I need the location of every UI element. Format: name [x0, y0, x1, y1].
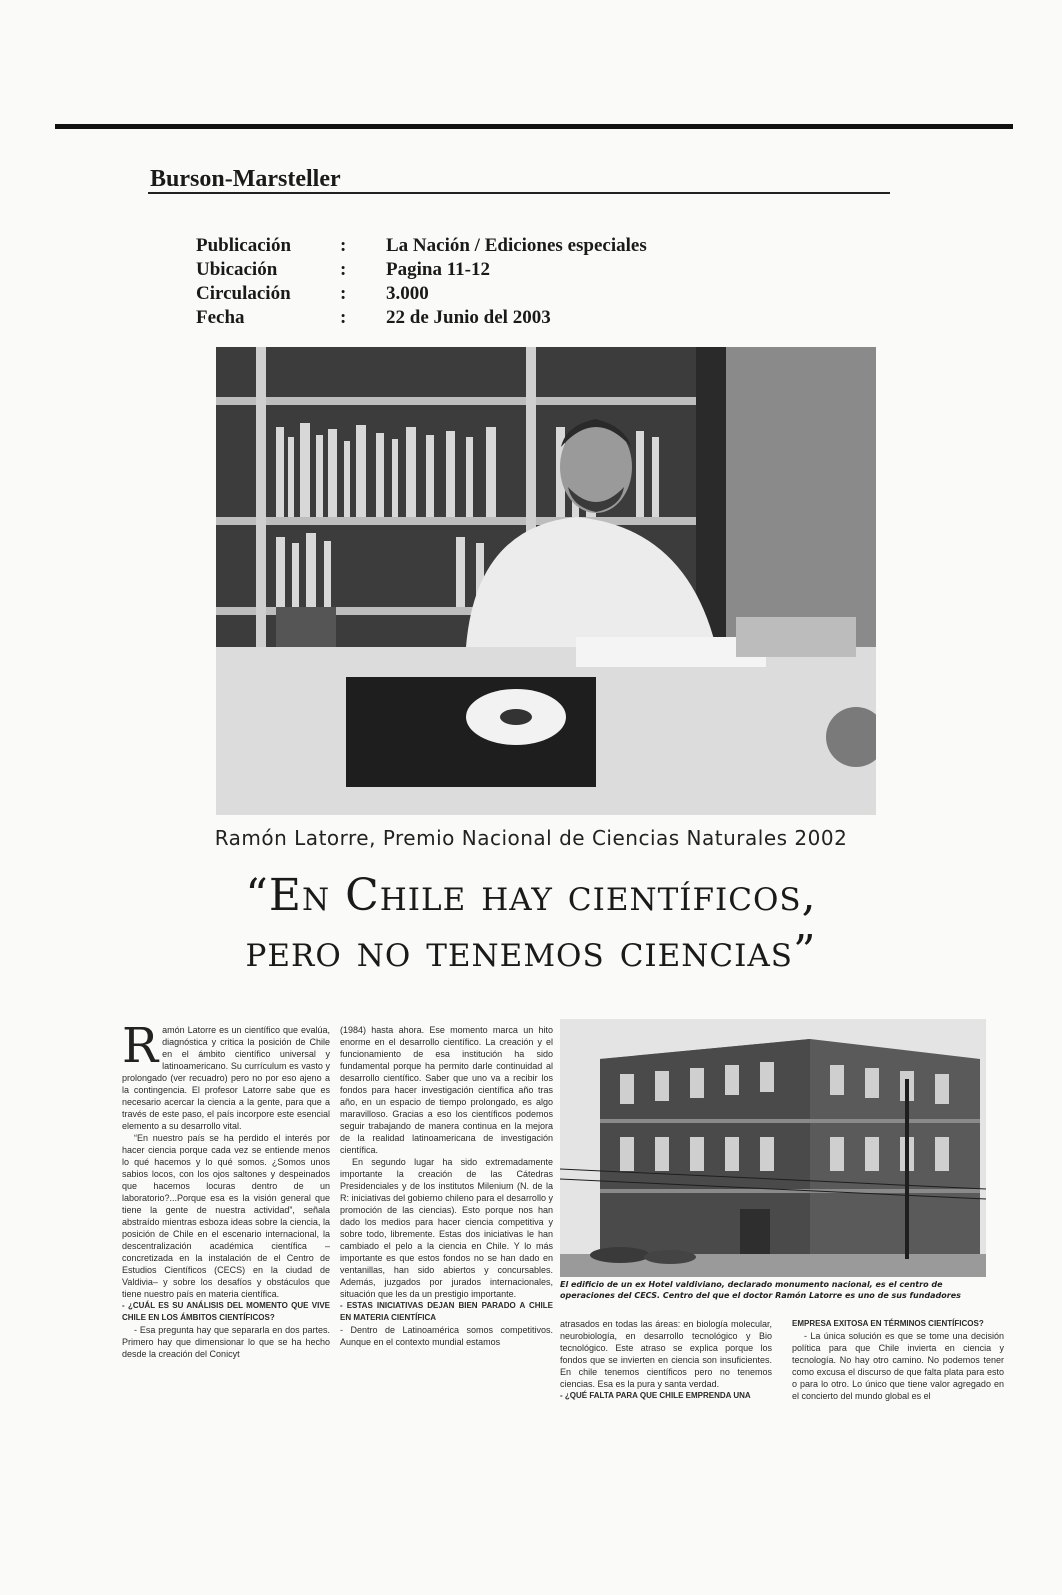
article-column-2 [340, 1024, 553, 1412]
meta-label: Publicación [196, 235, 292, 256]
paragraph: - La única solución es que se tome una decisión política para que Chile invierta en ciencia y tecnología. No hay otro camino. No podemos tener como excusa el discurso de que falta plata para esto o para lo otro. Lo único que tiene valor agregado en el concierto del mundo global es el [792, 1331, 1004, 1401]
meta-separator: : [340, 283, 347, 304]
meta-label: Ubicación [196, 259, 278, 280]
interview-question: - ¿QUÉ FALTA PARA QUE CHILE EMPRENDA UNA [560, 1391, 751, 1400]
meta-row-publication [196, 234, 796, 258]
portrait-photo [216, 347, 876, 815]
interview-question: - ¿CUÁL ES SU ANÁLISIS DEL MOMENTO QUE VIVE CHILE EN LOS ÁMBITOS CIENTÍFICOS? [122, 1301, 330, 1322]
agency-name: Burson-Marsteller [150, 166, 341, 192]
clipping-metadata [196, 234, 796, 330]
paragraph: atrasados en todas las áreas: en biología molecular, neurobiología, en desarrollo tecnológico y Bio tecnológico. Este atraso se explica porque los fondos que se invierten en ciencia son insuficientes. En chile tenemos científicos pero no tenemos ciencias. Esa es la pura y santa verdad. [560, 1319, 772, 1389]
portrait-photo-drawing [216, 347, 876, 815]
article-subhead: Ramón Latorre, Premio Nacional de Ciencias Naturales 2002 [214, 826, 848, 850]
meta-separator: : [340, 259, 347, 280]
paragraph: amón Latorre es un científico que evalúa, diagnóstica y critica la posición de Chile en el ámbito científico universal y latinoamericano. Su currículum es vasto y prolongado (ver recuadro) pero no por eso ajeno a la contingencia. El profesor Latorre sabe que es necesario acercar la ciencia a la gente, para que a través de este paso, el país incorpore este esencial elemento a su desarrollo vital. [122, 1025, 330, 1131]
meta-separator: : [340, 235, 347, 256]
paragraph: - Dentro de Latinoamérica somos competitivos. Aunque en el contexto mundial estamos [340, 1325, 553, 1347]
building-photo-caption: El edificio de un ex Hotel valdiviano, declarado monumento nacional, es el centro de operaciones del CECS. Centro del que el doctor Ramón Latorre es uno de sus fundadores [560, 1280, 961, 1300]
top-rule [55, 124, 1013, 129]
meta-value: 3.000 [386, 283, 429, 304]
meta-row-date [196, 306, 796, 330]
article-column-4 [792, 1318, 1004, 1418]
interview-question: EMPRESA EXITOSA EN TÉRMINOS CIENTÍFICOS? [792, 1319, 984, 1328]
paragraph: “En nuestro país se ha perdido el interés por hacer ciencia porque cada vez se entiende menos lo qué hacemos y lo qué somos. ¿Somos unos sabios locos, con los ojos saltones y despeinados que hacemos locuras dentro de un laboratorio?...Porque esa es la visión general que tiene la gente de nuestra actividad”, señala abstraído mientras esboza ideas sobre la ciencia, la posición de Chile en el escenario internacional, la descentralización académica científica –concretizada en la instalación de el Centro de Estudios Científicos (CECS) en la ciudad de Valdivia– y sobre los desafíos y obstáculos que tiene nuestro país en materia científica. [122, 1133, 330, 1299]
article-headline [0, 868, 1062, 980]
meta-value: 22 de Junio del 2003 [386, 307, 551, 328]
building-photo [560, 1019, 986, 1277]
agency-underline [148, 192, 890, 194]
paragraph: (1984) hasta ahora. Ese momento marca un hito enorme en el desarrollo científico. La creación y el funcionamiento de esa institución ha sido fundamental porque ha permito darle continuidad al desarrollo científico. Saber que uno va a recibir los fondos para hacer investigación científica año tras año, en un espacio de tiempo prolongado, es algo maravilloso. Gracias a eso los científicos podemos seguir trabajando de manera continua en la mejora de la realidad latinoamericana de investigación científica. [340, 1025, 553, 1155]
article-column-3 [560, 1318, 772, 1418]
meta-row-location [196, 258, 796, 282]
interview-question: - ESTAS INICIATIVAS DEJAN BIEN PARADO A CHILE EN MATERIA CIENTÍFICA [340, 1301, 553, 1322]
paragraph: En segundo lugar ha sido extremadamente importante la creación de las Cátedras Presidenciales y de los institutos Milenium (N. de la R: iniciativas del gobierno chileno para el desarrollo y promoción de las ciencias). Esto porque nos han dado los medios para hacer ciencia competitiva y sobre todo, libremente. Estas dos iniciativas le han cambiado el pelo a la ciencia en Chile. Y lo más importante es que estos fondos no se han dado en ventanillas, han sido abiertos y concursables. Además, juzgados por jurados internacionales, situación que les da un prestigio importante. [340, 1157, 553, 1299]
meta-label: Circulación [196, 283, 291, 304]
meta-value: Pagina 11-12 [386, 259, 490, 280]
article-column-1 [122, 1024, 330, 1412]
meta-value: La Nación / Ediciones especiales [386, 235, 647, 256]
drop-cap: R [122, 1024, 159, 1074]
meta-separator: : [340, 307, 347, 328]
building-photo-drawing [560, 1019, 986, 1277]
meta-row-circulation [196, 282, 796, 306]
headline-line-2: pero no tenemos ciencias” [245, 926, 817, 977]
headline-line-1: “En Chile hay científicos, [245, 870, 817, 921]
meta-label: Fecha [196, 307, 245, 328]
paragraph: - Esa pregunta hay que separarla en dos partes. Primero hay que dimensionar lo que se ha hecho desde la creación del Conicyt [122, 1325, 330, 1359]
